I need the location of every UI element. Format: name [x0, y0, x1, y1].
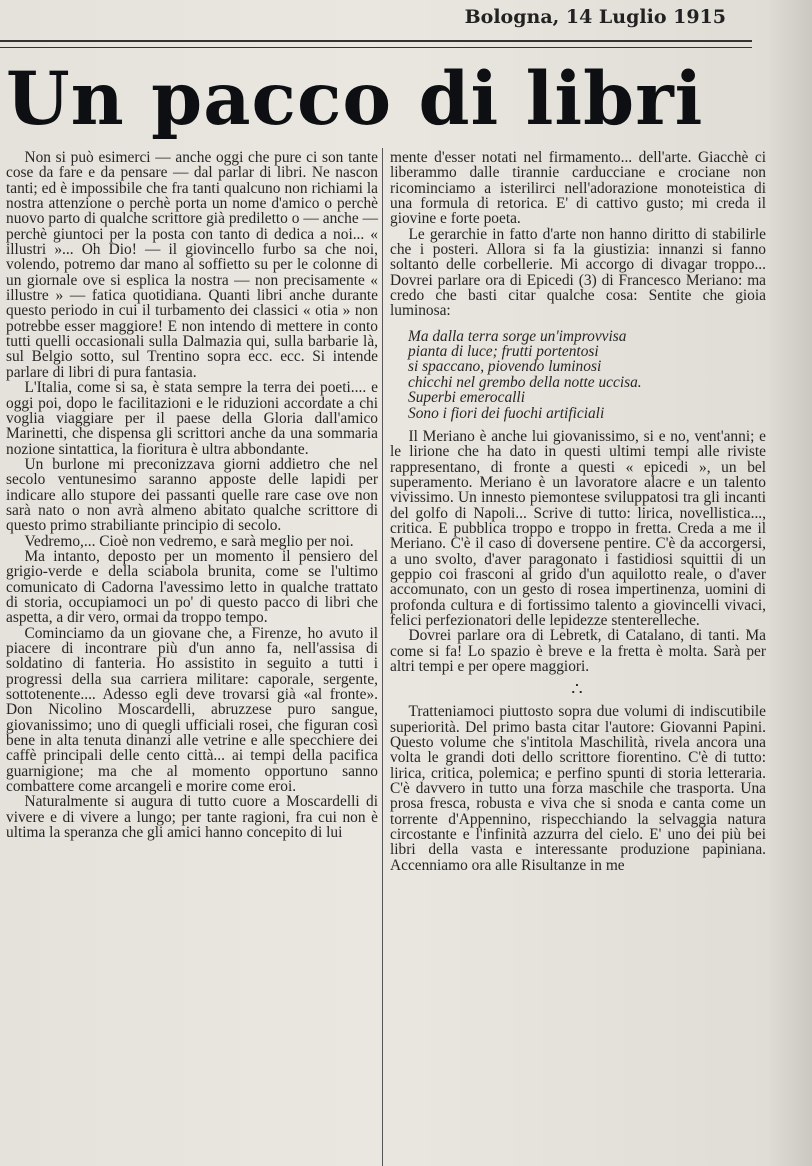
left-column [6, 150, 378, 840]
poem-line: Ma dalla terra sorge un'improvvisa [408, 327, 627, 345]
paragraph: L'Italia, come si sa, è stata sempre la terra dei poeti.... e oggi poi, dopo le facilitazioni e le riduzioni accordate a chi voglia viaggiare per il paese della Gloria dall'amico Marinetti, che dispensa gli scrittori anche da una sommaria nozione sintattica, la fioritura è ultra abbondante. [6, 379, 378, 458]
poem-line: Superbi emerocalli [408, 389, 525, 407]
paragraph: mente d'esser notati nel firmamento... dell'arte. Giacchè ci liberammo dalle tirannie carducciane e crociane non ricominciamo a isterilirci nell'adorazione monoteistica di una formula di retorica. E' di cattivo gusto; mi creda il giovine e forte poeta. [390, 149, 766, 228]
poem-line: chicchi nel grembo della notte uccisa. [408, 373, 642, 391]
header-rule-thin [0, 47, 752, 48]
paragraph: Cominciamo da un giovane che, a Firenze, ho avuto il piacere di incontrare più d'un anno fa, nell'assisa di soldatino di fanteria. Ho assistito in seguito a tutti i progressi della sua carriera militare: caporale, sergente, sottotenente.... Adesso egli deve trovarsi già «al fronte». Don Nicolino Moscardelli, abruzzese puro sangue, giovanissimo; uno di quegli ufficiali rosei, che figuran così bene in alta tenuta dinanzi alle vetrine e alle specchiere dei caffè principali delle cento città... ai tempi della pacifica guarnigione; ma che al momento opportuno sanno combattere come arcangeli e morire come eroi. [6, 624, 378, 796]
poem-quote [408, 329, 766, 421]
paragraph: Un burlone mi preconizzava giorni addietro che nel secolo ventunesimo saranno apposte delle lapidi per indicare allo stupore dei passanti quelle rare case ove non sarà nato o non avrà almeno abitato qualche scrittore di questo primo strabiliante principio di secolo. [6, 455, 378, 535]
paragraph: Dovrei parlare ora di Lebretk, di Catalano, di tanti. Ma come si fa! Lo spazio è breve e la fretta è molta. Sarà per altri tempi e per opere maggiori. [390, 627, 766, 675]
paragraph: Le gerarchie in fatto d'arte non hanno diritto di stabilirle che i posteri. Allora si fa la giustizia: innanzi si fanno soltanto delle corbellerie. Mi accorgo di divagar troppo... Dovrei parlare ora di Epicedi (3) di Francesco Meriano: ma credo che basti citar qualche cosa: Sentite che gioia luminosa: [390, 225, 766, 320]
article-headline: Un pacco di libri [6, 56, 704, 142]
paragraph: Naturalmente si augura di tutto cuore a Moscardelli di vivere e di vivere a lungo; per tante ragioni, fra cui non è ultima la speranza che gli amici hanno concepito di lui [6, 793, 378, 842]
paragraph: Il Meriano è anche lui giovanissimo, si e no, vent'anni; e le lirione che ha dato in questi ultimi tempi alle riviste rappresentano, di fronte a questi « epicedi », un bel superamento. Meriano è un lavoratore alacre e un talento vivissimo. Un innesto piemontese sviluppatosi tra gli incanti del golfo di Napoli... Scrive di tutto: lirica, novellistica..., critica. E pubblica troppo e troppo in fretta. Creda a me il Meriano. C'è il caso di doversene pentire. C'è da accorgersi, a uno svolto, d'aver paragonato i fastidiosi squittii di un geppio coi frasconi al grido d'un aquilotto reale, o d'aver accomunato, con un gesto di rosea impertinenza, uomini di profonda cultura e di fortissimo talento a giovincelli vivaci, felici perfezionatori delle lepidezze stenterelleche. [390, 427, 766, 629]
paragraph: Vedremo,... Cioè non vedremo, e sarà meglio per noi. [24, 532, 354, 550]
section-separator: ∴ [571, 679, 585, 700]
page-edge-shadow [766, 0, 812, 1166]
right-column [390, 150, 766, 873]
paragraph: Ma intanto, deposto per un momento il pensiero del grigio-verde e della sciabola brunita, come se l'ultimo comunicato di Cadorna l'avessimo letto in qualche trattato di storia, occupiamoci un po' di questo pacco di libri che aspetta, a dir vero, ormai da troppo tempo. [6, 547, 378, 627]
paragraph: Non si può esimerci — anche oggi che pure ci son tante cose da fare e da pensare — dal parlar di libri. Ne nascon tanti; ed è impossibile che fra tanti qualcuno non richiami la nostra attenzione o perchè porta un nome d'amico o perchè nuovo parto di qualche scrittore già prediletto o — anche — perchè giuntoci per la posta con tanto di dedica a noi... « illustri »... Oh Dio! — il giovincello furbo sa che noi, volendo, potremo dar mano al soffietto su per le colonne di un giornale ove si esplica la nostra — non precisamente « illustre » — fatica quotidiana. Quanti libri anche durante questo periodo in cui il turbamento dei classici « otia » non potrebbe esser maggiore! E non intendo di mettere in conto tutti quelli occasionali sulla Dalmazia qui, sulla barbarie là, sul Belgio sotto, sul Trentino sopra ecc. ecc. Si intende parlare di libri di pura fantasia. [6, 149, 378, 381]
column-divider [382, 148, 383, 1166]
dateline: Bologna, 14 Luglio 1915 [464, 6, 726, 28]
poem-line: Sono i fiori dei fuochi artificiali [408, 404, 605, 422]
header-rule [0, 40, 752, 42]
paragraph: Tratteniamoci piuttosto sopra due volumi di indiscutibile superiorità. Del primo basta citar l'autore: Giovanni Papini. Questo volume che s'intitola Maschilità, rivela ancora una volta le grandi doti dello scrittore fiorentino. C'è di tutto: lirica, critica, polemica; e perfino spunti di storia letteraria. C'è davvero in tutto una forza maschile che trasporta. Una prosa fresca, robusta e viva che si snoda e canta come un torrente d'Appennino, rispecchiando la selvaggia natura circostante e l'infinità azzurra del cielo. E' uno dei più bei libri della vasta e interessante produzione papiniana. Accenniamo ora alle Risultanze in me [390, 703, 766, 874]
poem-line: pianta di luce; frutti portentosi [408, 343, 599, 361]
poem-line: si spaccano, piovendo luminosi [408, 358, 602, 376]
